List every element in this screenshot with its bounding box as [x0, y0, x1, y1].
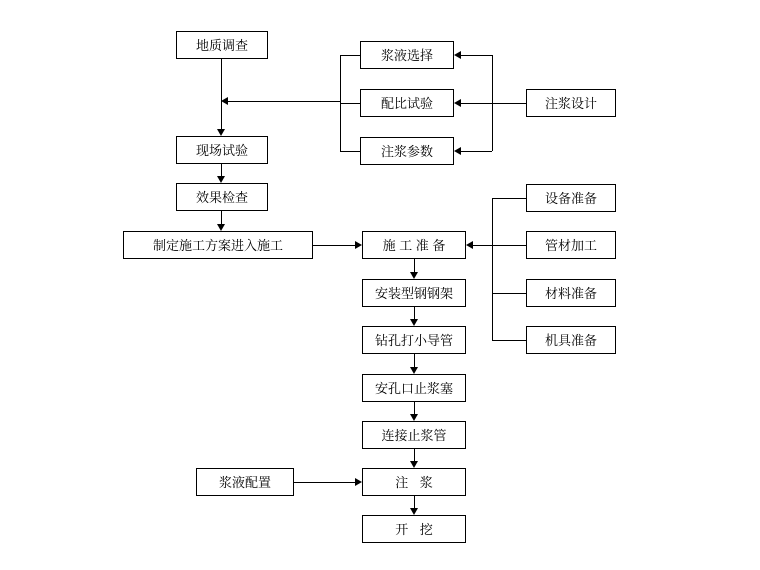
- node-label: 注浆设计: [544, 95, 597, 111]
- node-grout-params[interactable]: [360, 137, 454, 165]
- edge-arrow-grout-mix-to-grouting: [355, 478, 362, 486]
- node-grouting[interactable]: [362, 468, 466, 496]
- edge-bus-from-machine-prep: [492, 340, 526, 341]
- node-label: 连接止浆管: [381, 427, 447, 443]
- edge-arrow-grouting-to-excavation: [410, 508, 418, 515]
- edge-connect-pipe-to-grouting: [414, 449, 415, 461]
- edge-collector-from-grout-selection: [340, 55, 360, 56]
- edge-collector-from-mix-test: [340, 103, 360, 104]
- node-grout-design[interactable]: [526, 89, 616, 117]
- node-label: 设备准备: [544, 190, 597, 206]
- edge-bus-to-grout-selection: [461, 55, 492, 56]
- edge-arrow-bus-to-grout-selection: [454, 51, 461, 59]
- node-connect-pipe[interactable]: [362, 421, 466, 449]
- edge-collector-from-grout-params: [340, 151, 360, 152]
- node-label: 浆液配置: [218, 474, 271, 490]
- node-label: 安孔口止浆塞: [374, 380, 453, 396]
- node-label: 注浆参数: [380, 143, 433, 159]
- edge-arrow-drill-pipe-to-install-plug: [410, 367, 418, 374]
- edge-plan-to-prep: [313, 245, 355, 246]
- node-equipment-prep[interactable]: [526, 184, 616, 212]
- node-pipe-process[interactable]: [526, 231, 616, 259]
- edge-arrow-field-test-to-effect-check: [217, 176, 225, 183]
- edge-arrow-geo-survey-to-field-test: [217, 129, 225, 136]
- node-label: 安装型钢钢架: [374, 285, 453, 301]
- node-label: 注 浆: [395, 474, 437, 490]
- edge-bus-from-equipment-prep: [492, 198, 526, 199]
- node-label: 制定施工方案进入施工: [152, 237, 283, 253]
- edge-arrow-effect-check-to-plan-construction: [217, 224, 225, 231]
- edge-arrow-collector-to-main-column: [221, 97, 228, 105]
- node-label: 配比试验: [380, 95, 433, 111]
- node-label: 管材加工: [544, 237, 597, 253]
- edge-bus-from-material-prep: [492, 293, 526, 294]
- edge-prep-bus-vertical: [492, 198, 493, 340]
- edge-collector-to-main-column: [228, 101, 340, 102]
- node-geo-survey[interactable]: [176, 31, 268, 59]
- node-plan-construction[interactable]: [123, 231, 313, 259]
- node-grout-mix[interactable]: [196, 468, 294, 496]
- node-mix-test[interactable]: [360, 89, 454, 117]
- edge-arrow-bus-to-grout-params: [454, 147, 461, 155]
- node-excavation[interactable]: [362, 515, 466, 543]
- node-label: 地质调查: [195, 37, 248, 53]
- edge-grout-mix-to-grouting: [294, 482, 355, 483]
- edge-field-test-to-effect-check: [221, 164, 222, 176]
- node-effect-check[interactable]: [176, 183, 268, 211]
- edge-grouting-to-excavation: [414, 496, 415, 508]
- node-label: 钻孔打小导管: [374, 332, 453, 348]
- node-field-test[interactable]: [176, 136, 268, 164]
- edge-drill-pipe-to-install-plug: [414, 354, 415, 367]
- node-label: 现场试验: [195, 142, 248, 158]
- node-label: 材料准备: [544, 285, 597, 301]
- edge-bus-to-grout-params: [461, 151, 492, 152]
- edge-arrow-connect-pipe-to-grouting: [410, 461, 418, 468]
- node-label: 机具准备: [544, 332, 597, 348]
- edge-effect-check-to-plan-construction: [221, 211, 222, 224]
- edge-grout-design-bus-vertical: [492, 55, 493, 151]
- edge-bus-from-pipe-process: [492, 245, 526, 246]
- node-grout-selection[interactable]: [360, 41, 454, 69]
- edge-arrow-install-plug-to-connect-pipe: [410, 414, 418, 421]
- node-install-plug[interactable]: [362, 374, 466, 402]
- node-label: 浆液选择: [380, 47, 433, 63]
- edge-prep-to-install-frame: [414, 259, 415, 272]
- edge-arrow-bus-to-mix-test: [454, 99, 461, 107]
- edge-arrow-plan-to-prep: [355, 241, 362, 249]
- edge-prep-bus-to-prep-construction: [473, 245, 492, 246]
- node-drill-pipe[interactable]: [362, 326, 466, 354]
- edge-bus-to-mix-test: [461, 103, 492, 104]
- edge-install-plug-to-connect-pipe: [414, 402, 415, 414]
- node-material-prep[interactable]: [526, 279, 616, 307]
- node-label: 效果检查: [195, 189, 248, 205]
- edge-geo-survey-to-field-test: [221, 59, 222, 129]
- edge-install-frame-to-drill-pipe: [414, 307, 415, 319]
- node-machine-prep[interactable]: [526, 326, 616, 354]
- node-prep-construction[interactable]: [362, 231, 466, 259]
- node-label: 施 工 准 备: [382, 237, 446, 253]
- edge-arrow-prep-to-install-frame: [410, 272, 418, 279]
- edge-arrow-install-frame-to-drill-pipe: [410, 319, 418, 326]
- node-label: 开 挖: [395, 521, 437, 537]
- node-install-frame[interactable]: [362, 279, 466, 307]
- edge-arrow-prep-bus-to-prep-construction: [466, 241, 473, 249]
